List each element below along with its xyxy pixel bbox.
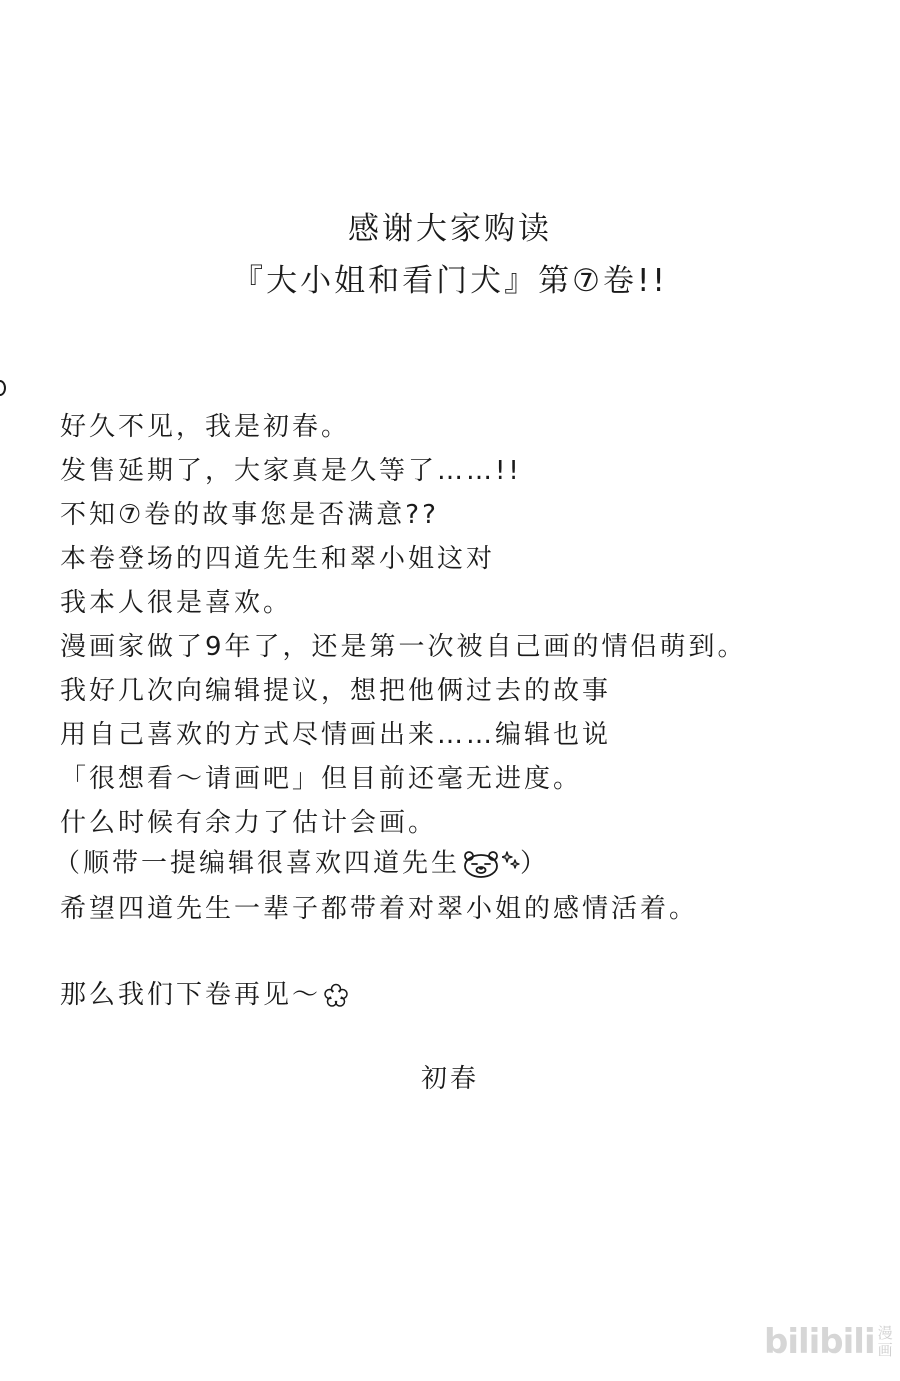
message-line-text: （顺带一提编辑很喜欢四道先生 [54,848,461,879]
closing-paren: ） [520,848,550,879]
page-edge-mark [0,380,6,396]
message-line: 什么时候有余力了估计会画。 [60,808,438,838]
farewell-line [60,982,349,1009]
message-line: 不知⑦卷的故事您是否满意?? [60,500,439,530]
message-line: 希望四道先生一辈子都带着对翠小姐的感情活着。 [60,894,699,924]
message-line-with-icons [54,850,549,878]
thanks-heading: 感谢大家购读 [348,211,552,247]
message-line: 我本人很是喜欢。 [60,588,293,618]
message-line: 我好几次向编辑提议，想把他俩过去的故事 [60,676,612,706]
message-line: 漫画家做了9年了，还是第一次被自己画的情侣萌到。 [60,632,747,662]
watermark-brand: bilibili [764,1322,875,1362]
author-signature: 初春 [420,1064,479,1094]
bear-face-icon [462,850,500,878]
message-line: 本卷登场的四道先生和翠小姐这对 [60,544,496,574]
farewell-text: 那么我们下卷再见～ [60,980,322,1010]
sparkle-icon [502,850,520,870]
watermark-sub [878,1325,893,1359]
message-line: 好久不见，我是初春。 [60,412,351,442]
message-line: 「很想看～请画吧」但目前还毫无进度。 [60,764,583,794]
message-line: 用自己喜欢的方式尽情画出来……编辑也说 [60,720,612,750]
watermark-sub-char: 漫 [877,1324,893,1342]
volume-title-heading: 『大小姐和看门犬』第⑦卷!! [232,263,668,299]
bilibili-watermark-logo [764,1320,894,1364]
flower-icon [323,983,349,1009]
watermark-sub-char: 画 [877,1341,893,1359]
message-line: 发售延期了，大家真是久等了……!! [60,456,522,486]
